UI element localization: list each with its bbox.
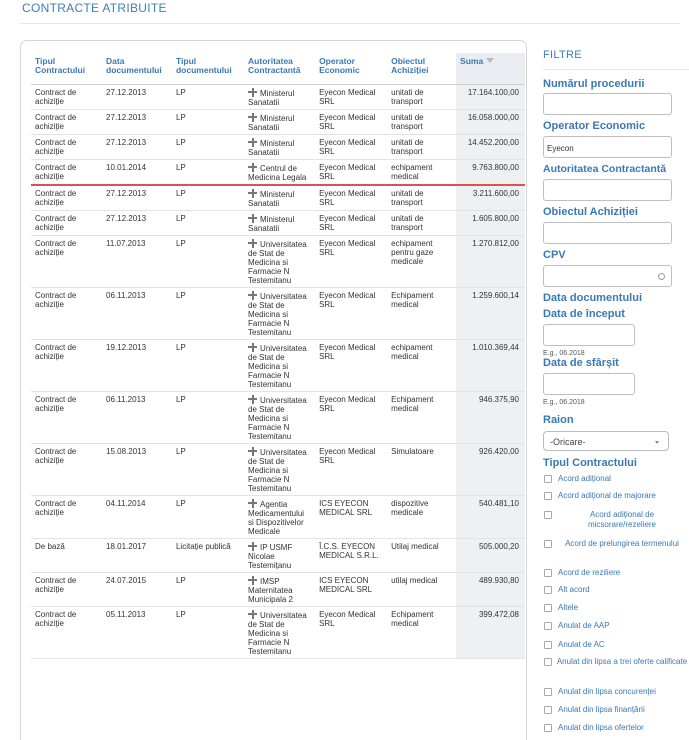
cell-autoritatea [244, 572, 315, 606]
cell-autoritatea [244, 109, 315, 134]
tip-contract-option[interactable] [543, 723, 689, 733]
cell-suma: 1.270.812,00 [456, 235, 525, 287]
checkbox-label: Acord adițional de micsorare/rezeliere [587, 510, 657, 529]
cell-tip: Contract de achiziție [31, 391, 102, 443]
cell-operator: Î.C.S. EYECON MEDICAL S.R.L. [315, 538, 387, 572]
cell-obiectul: unitati de transport [387, 84, 456, 109]
cell-obiectul: unitati de transport [387, 185, 456, 211]
cell-suma: 1.605.800,00 [456, 210, 525, 235]
cell-autoritatea [244, 606, 315, 658]
cell-tip: Contract de achiziție [31, 443, 102, 495]
expand-plus-icon[interactable] [248, 291, 257, 300]
table-row[interactable] [31, 572, 525, 606]
autoritatea-contractanta-input[interactable] [543, 179, 672, 201]
expand-plus-icon[interactable] [248, 499, 257, 508]
contracts-table-card [20, 40, 527, 740]
data-sfarsit-label: Data de sfârșit [543, 357, 619, 369]
cell-autoritatea-text: Ministerul Sanatatii [248, 138, 295, 157]
checkbox[interactable] [544, 688, 552, 696]
cpv-input[interactable] [543, 265, 672, 287]
cell-tip: Contract de achiziție [31, 84, 102, 109]
cell-autoritatea-text: Universitatea de Stat de Medicina si Farmacie N Testemitanu [248, 447, 307, 493]
cell-autoritatea-text: Centrul de Medicina Legala [248, 163, 307, 182]
cell-tip-doc: LP [172, 210, 244, 235]
cell-autoritatea-text: Universitatea de Stat de Medicina si Farmacie N Testemitanu [248, 239, 307, 285]
contracts-table [31, 53, 525, 659]
checkbox-label: Anulat din lipsa ofertelor [558, 723, 644, 732]
raion-selected-value: -Oricare- [550, 437, 586, 447]
cell-tip-doc: LP [172, 572, 244, 606]
operator-economic-input[interactable]: Eyecon [543, 136, 672, 158]
cell-autoritatea [244, 443, 315, 495]
cell-suma: 14.452.200,00 [456, 134, 525, 159]
cell-tip-doc: LP [172, 606, 244, 658]
checkbox-label: Acord adițional [558, 474, 611, 483]
cell-data: 27.12.2013 [102, 134, 172, 159]
tip-contract-option[interactable] [543, 603, 689, 613]
cell-tip: Contract de achiziție [31, 210, 102, 235]
table-row[interactable] [31, 109, 525, 134]
expand-plus-icon[interactable] [248, 542, 257, 551]
col-header-obiectul[interactable]: Obiectul Achiziției [387, 53, 456, 84]
checkbox-label: Anulat din lipsa concurenței [558, 687, 656, 696]
checkbox-label: Acord de reziliere [558, 568, 621, 577]
checkbox[interactable] [544, 658, 552, 666]
col-header-data[interactable]: Data documentului [102, 53, 172, 84]
col-header-suma-label: Suma [460, 56, 484, 66]
cell-tip-doc: Licitație publică [172, 538, 244, 572]
checkbox[interactable] [544, 492, 552, 500]
checkbox[interactable] [544, 475, 552, 483]
tip-contract-option[interactable] [543, 657, 689, 667]
sort-desc-icon [486, 58, 494, 63]
table-header-row [31, 53, 525, 84]
cell-operator: Eyecon Medical SRL [315, 159, 387, 185]
cell-obiectul: echipament medical [387, 339, 456, 391]
cpv-label: CPV [543, 249, 566, 261]
cpv-loading-icon [658, 273, 665, 280]
obiectul-achizitiei-label: Obiectul Achiziției [543, 206, 638, 218]
cell-data: 19.12.2013 [102, 339, 172, 391]
expand-plus-icon[interactable] [248, 214, 257, 223]
checkbox[interactable] [544, 706, 552, 714]
cell-tip-doc: LP [172, 84, 244, 109]
cell-data: 06.11.2013 [102, 391, 172, 443]
checkbox[interactable] [544, 724, 552, 732]
cell-data: 05.11.2013 [102, 606, 172, 658]
tip-contract-option[interactable] [543, 568, 689, 578]
data-inceput-input[interactable] [543, 324, 635, 346]
checkbox[interactable] [544, 511, 552, 519]
cell-tip-doc: LP [172, 287, 244, 339]
cell-tip: Contract de achiziție [31, 572, 102, 606]
cell-operator: Eyecon Medical SRL [315, 606, 387, 658]
cell-tip-doc: LP [172, 134, 244, 159]
col-header-tip-doc[interactable]: Tipul documentului [172, 53, 244, 84]
checkbox[interactable] [544, 641, 552, 649]
expand-plus-icon[interactable] [248, 239, 257, 248]
data-sfarsit-hint: E.g., 06.2018 [543, 399, 585, 406]
cell-operator: Eyecon Medical SRL [315, 109, 387, 134]
data-inceput-label: Data de început [543, 308, 625, 320]
cell-operator: ICS EYECON MEDICAL SRL [315, 495, 387, 538]
title-divider [20, 23, 680, 24]
tip-contract-option[interactable] [543, 687, 689, 697]
cell-obiectul: echipament medical [387, 159, 456, 185]
numar-procedurii-input[interactable] [543, 93, 672, 115]
tipul-contractului-label: Tipul Contractului [543, 457, 637, 469]
cell-autoritatea [244, 391, 315, 443]
cell-autoritatea [244, 159, 315, 185]
expand-plus-icon[interactable] [248, 576, 257, 585]
cell-suma: 1.010.369,44 [456, 339, 525, 391]
cell-suma: 926.420,00 [456, 443, 525, 495]
cell-tip: Contract de achiziție [31, 339, 102, 391]
cell-data: 27.12.2013 [102, 185, 172, 211]
cell-autoritatea-text: Universitatea de Stat de Medicina si Farmacie N Testemitanu [248, 291, 307, 337]
cell-suma: 540.481,10 [456, 495, 525, 538]
cell-data: 24.07.2015 [102, 572, 172, 606]
cell-obiectul: unitati de transport [387, 210, 456, 235]
cell-autoritatea [244, 235, 315, 287]
cell-operator: Eyecon Medical SRL [315, 134, 387, 159]
cell-autoritatea [244, 210, 315, 235]
tip-contract-option[interactable] [543, 510, 689, 530]
numar-procedurii-label: Numărul procedurii [543, 78, 645, 90]
cell-tip-doc: LP [172, 443, 244, 495]
cell-suma: 9.763.800,00 [456, 159, 525, 185]
cell-data: 10.01.2014 [102, 159, 172, 185]
cell-obiectul: Utilaj medical [387, 538, 456, 572]
cell-obiectul: echipament pentru gaze medicale [387, 235, 456, 287]
cell-obiectul: dispozitive medicale [387, 495, 456, 538]
table-row[interactable] [31, 134, 525, 159]
expand-plus-icon[interactable] [248, 189, 257, 198]
cell-operator: Eyecon Medical SRL [315, 443, 387, 495]
cell-tip: Contract de achiziție [31, 606, 102, 658]
cell-autoritatea [244, 287, 315, 339]
cell-tip: Contract de achiziție [31, 287, 102, 339]
checkbox-label: Acord de prelungirea termenului [565, 539, 679, 548]
cell-tip: Contract de achiziție [31, 495, 102, 538]
tip-contract-option[interactable] [543, 474, 689, 484]
autoritatea-contractanta-label: Autoritatea Contractantă [543, 163, 667, 175]
table-row[interactable] [31, 84, 525, 109]
table-row[interactable] [31, 391, 525, 443]
cell-data: 06.11.2013 [102, 287, 172, 339]
col-header-operator[interactable]: Operator Economic [315, 53, 387, 84]
checkbox-label: Altele [558, 603, 579, 612]
obiectul-achizitiei-input[interactable] [543, 222, 672, 244]
table-row[interactable] [31, 339, 525, 391]
col-header-autoritatea[interactable]: Autoritatea Contractantă [244, 53, 315, 84]
checkbox-label: Anulat de AAP [558, 621, 610, 630]
cell-suma: 505.000,20 [456, 538, 525, 572]
tip-contract-option[interactable] [543, 491, 689, 501]
checkbox[interactable] [544, 622, 552, 630]
table-row[interactable] [31, 538, 525, 572]
expand-plus-icon[interactable] [248, 447, 257, 456]
cell-suma: 3.211.600,00 [456, 185, 525, 211]
cell-obiectul: Echipament medical [387, 391, 456, 443]
checkbox[interactable] [544, 586, 552, 594]
cell-suma: 1.259.600,14 [456, 287, 525, 339]
data-sfarsit-input[interactable] [543, 373, 635, 395]
cell-data: 27.12.2013 [102, 210, 172, 235]
col-header-suma[interactable] [456, 53, 525, 84]
table-row[interactable] [31, 185, 525, 211]
cell-obiectul: unitati de transport [387, 134, 456, 159]
cell-autoritatea-text: Agentia Medicamentului si Dispozitivelor Medicale [248, 499, 305, 536]
checkbox[interactable] [544, 540, 552, 548]
expand-plus-icon[interactable] [248, 163, 257, 172]
table-row[interactable] [31, 210, 525, 235]
cell-tip-doc: LP [172, 185, 244, 211]
cell-operator: Eyecon Medical SRL [315, 339, 387, 391]
expand-plus-icon[interactable] [248, 113, 257, 122]
checkbox-label: Acord adițional de majorare [558, 491, 656, 500]
cell-tip: Contract de achiziție [31, 185, 102, 211]
cell-data: 18.01.2017 [102, 538, 172, 572]
cell-tip-doc: LP [172, 235, 244, 287]
cell-autoritatea-text: IP USMF Nicolae Testemițanu [248, 542, 293, 570]
cell-autoritatea-text: Ministerul Sanatatii [248, 189, 295, 208]
cell-operator: Eyecon Medical SRL [315, 235, 387, 287]
checkbox-label: Anulat din lipsa finanțării [558, 705, 645, 714]
cell-obiectul: Echipament medical [387, 606, 456, 658]
filters-title: FILTRE [543, 49, 582, 61]
cell-operator: Eyecon Medical SRL [315, 84, 387, 109]
checkbox-label: Anulat din lipsa a trei oferte calificate [556, 657, 688, 666]
checkbox-label: Alt acord [558, 585, 590, 594]
table-row[interactable] [31, 159, 525, 185]
cell-suma: 17.164.100,00 [456, 84, 525, 109]
cell-autoritatea [244, 185, 315, 211]
expand-plus-icon[interactable] [248, 138, 257, 147]
expand-plus-icon[interactable] [248, 88, 257, 97]
expand-plus-icon[interactable] [248, 610, 257, 619]
tip-contract-option[interactable] [543, 539, 689, 549]
cell-data: 27.12.2013 [102, 109, 172, 134]
cell-obiectul: Simulatoare [387, 443, 456, 495]
cell-tip: Contract de achiziție [31, 235, 102, 287]
checkbox[interactable] [544, 569, 552, 577]
cell-autoritatea [244, 339, 315, 391]
cell-suma: 16.058.000,00 [456, 109, 525, 134]
cell-obiectul: unitati de transport [387, 109, 456, 134]
cell-tip: Contract de achiziție [31, 159, 102, 185]
operator-economic-label: Operator Economic [543, 120, 646, 132]
checkbox-label: Anulat de AC [558, 640, 605, 649]
cell-autoritatea-text: Ministerul Sanatatii [248, 214, 295, 233]
cell-autoritatea [244, 495, 315, 538]
raion-label: Raion [543, 414, 574, 426]
cell-autoritatea-text: Ministerul Sanatatii [248, 113, 295, 132]
cell-tip: Contract de achiziție [31, 109, 102, 134]
cell-operator: Eyecon Medical SRL [315, 391, 387, 443]
cell-autoritatea-text: Universitatea de Stat de Medicina si Farmacie N Testemitanu [248, 343, 307, 389]
cell-operator: Eyecon Medical SRL [315, 185, 387, 211]
cell-data: 04.11.2014 [102, 495, 172, 538]
expand-plus-icon[interactable] [248, 395, 257, 404]
cell-autoritatea [244, 134, 315, 159]
data-inceput-hint: E.g., 06.2018 [543, 350, 585, 357]
data-documentului-label: Data documentului [543, 292, 643, 304]
cell-obiectul: Echipament medical [387, 287, 456, 339]
chevron-down-icon [655, 441, 659, 444]
cell-tip-doc: LP [172, 391, 244, 443]
cell-data: 15.08.2013 [102, 443, 172, 495]
table-row[interactable] [31, 443, 525, 495]
cell-obiectul: utilaj medical [387, 572, 456, 606]
cell-data: 27.12.2013 [102, 84, 172, 109]
cell-tip-doc: LP [172, 339, 244, 391]
cell-autoritatea [244, 538, 315, 572]
cell-autoritatea [244, 84, 315, 109]
filters-divider [543, 69, 689, 70]
table-row[interactable] [31, 287, 525, 339]
cell-suma: 946.375,90 [456, 391, 525, 443]
cell-data: 11.07.2013 [102, 235, 172, 287]
raion-select[interactable] [543, 431, 669, 451]
checkbox[interactable] [544, 604, 552, 612]
tip-contract-option[interactable] [543, 640, 689, 650]
cell-autoritatea-text: Universitatea de Stat de Medicina si Farmacie N Testemitanu [248, 610, 307, 656]
tip-contract-option[interactable] [543, 585, 689, 595]
col-header-tip[interactable]: Tipul Contractului [31, 53, 102, 84]
cell-autoritatea-text: Ministerul Sanatatii [248, 88, 295, 107]
expand-plus-icon[interactable] [248, 343, 257, 352]
page-title: CONTRACTE ATRIBUITE [22, 1, 167, 15]
cell-autoritatea-text: IMSP Maternitatea Municipala 2 [248, 576, 293, 604]
cell-operator: Eyecon Medical SRL [315, 287, 387, 339]
cell-tip-doc: LP [172, 109, 244, 134]
cell-tip: De bază [31, 538, 102, 572]
cell-tip-doc: LP [172, 495, 244, 538]
cell-suma: 399.472,08 [456, 606, 525, 658]
tip-contract-option[interactable] [543, 621, 689, 631]
cell-suma: 489.930,80 [456, 572, 525, 606]
cell-operator: ICS EYECON MEDICAL SRL [315, 572, 387, 606]
table-row[interactable] [31, 235, 525, 287]
cell-tip-doc: LP [172, 159, 244, 185]
tip-contract-option[interactable] [543, 705, 689, 715]
cell-operator: Eyecon Medical SRL [315, 210, 387, 235]
cell-autoritatea-text: Universitatea de Stat de Medicina si Farmacie N Testemitanu [248, 395, 307, 441]
table-row[interactable] [31, 495, 525, 538]
table-row[interactable] [31, 606, 525, 658]
cell-tip: Contract de achiziție [31, 134, 102, 159]
